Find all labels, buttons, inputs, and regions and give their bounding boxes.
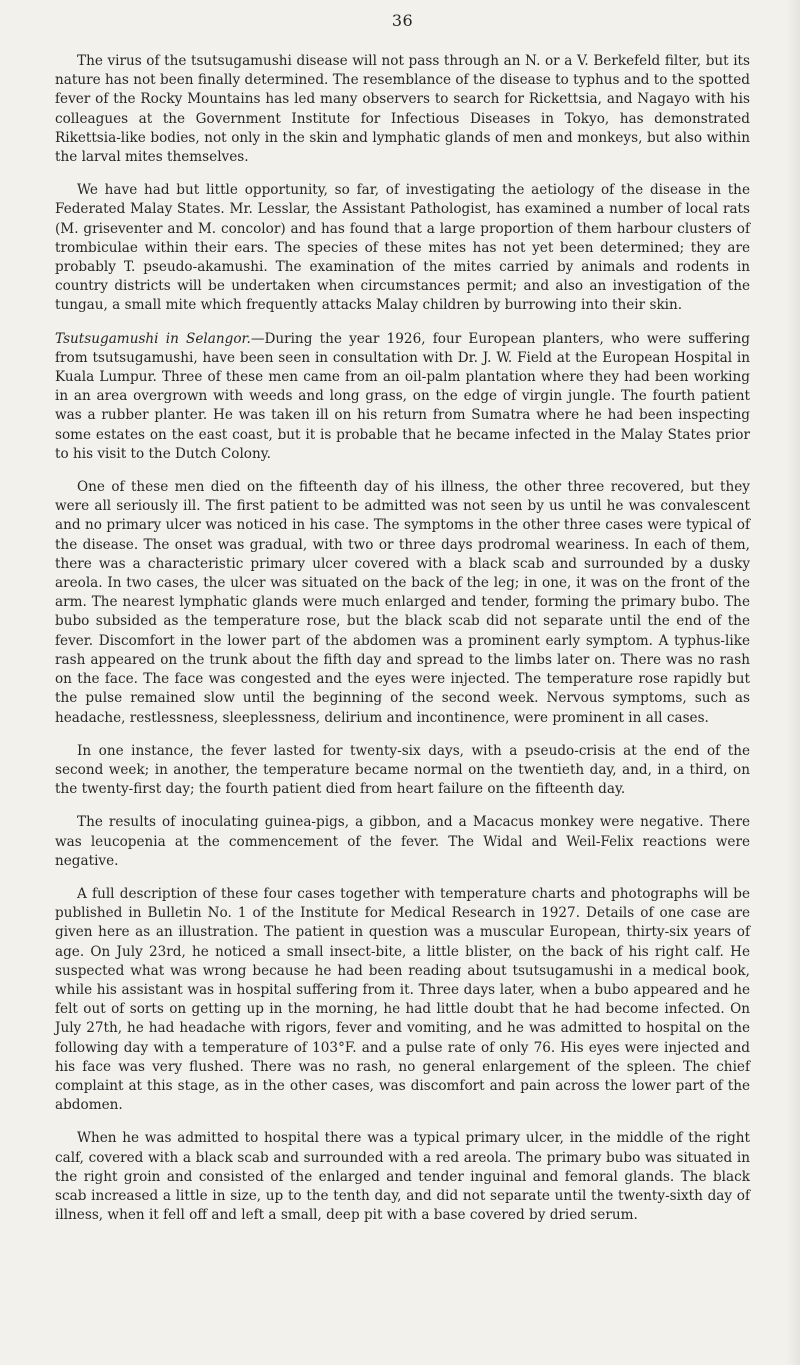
paragraph-aetiology: We have had but little opportunity, so far, of investigating the aetiology of the disease in the Federated Malay States. Mr. Lesslar, the Assistant Pathologist, has examined a number of local rats (M. griseventer and M. concolor) and has found that a large proportion of them harbour clusters of trombiculae within their ears. The species of these mites has not yet been determined; they are probably T. pseudo-akamushi. The examination of the mites carried by animals and rodents in country districts will be undertaken when circumstances permit; and also an investigation of the tungau, a small mite which frequently attacks Malay children by burrowing into their skin. <box>55 182 750 314</box>
paragraph-fever-duration: In one instance, the fever lasted for twenty-six days, with a pseudo-crisis at the end of the second week; in another, the temperature became normal on the twentieth day, and, in a third, on the twenty-first day; the fourth patient died from heart failure on the fifteenth day. <box>55 742 750 798</box>
paragraph-selangor <box>55 330 750 464</box>
paragraph-admission: When he was admitted to hospital there was a typical primary ulcer, in the middle of the right calf, covered with a black scab and surrounded with a red areola. The primary bubo was situated in the right groin and consisted of the enlarged and tender inguinal and femoral glands. The black scab increased a little in size, up to the tenth day, and did not separate until the twenty-sixth day of illness, when it fell off and left a small, deep pit with a base covered by dried serum. <box>55 1130 750 1224</box>
paragraph-virus: The virus of the tsutsugamushi disease will not pass through an N. or a V. Berkefeld filter, but its nature has not been finally determined. The resemblance of the disease to typhus and to the spotted fever of the Rocky Mountains has led many observers to search for Rickettsia, and Nagayo with his colleagues at the Government Institute for Infectious Diseases in Tokyo, has demonstrated Rikettsia-like bodies, not only in the skin and lymphatic glands of men and monkeys, but also within the larval mites themselves. <box>55 53 750 166</box>
paragraph-selangor-text: —During the year 1926, four European planters, who were suffering from tsutsugamushi, have been seen in consultation with Dr. J. W. Field at the European Hospital in Kuala Lumpur. Three of these men came from an oil-palm plantation where they had been working in an area overgrown with weeds and long grass, on the edge of virgin jungle. The fourth patient was a rubber planter. He was taken ill on his return from Sumatra where he had been inspecting some estates on the east coast, but it is probable that he became infected in the Malay States prior to his visit to the Dutch Colony. <box>55 330 750 462</box>
paragraph-inoculation: The results of inoculating guinea-pigs, a gibbon, and a Macacus monkey were negative. There was leucopenia at the commencement of the fever. The Widal and Weil-Felix reactions were negative. <box>55 814 750 869</box>
page-number: 36 <box>391 11 414 30</box>
body-text <box>55 52 750 1225</box>
paragraph-case-description: A full description of these four cases together with temperature charts and photographs will be published in Bulletin No. 1 of the Institute for Medical Research in 1927. Details of one case are given here as an illustration. The patient in question was a muscular European, thirty-six years of age. On July 23rd, he noticed a small insect-bite, a little blister, on the back of his right calf. He suspected what was wrong because he had been reading about tsutsugamushi in a medical book, while his assistant was in hospital suffering from it. Three days later, when a bubo appeared and he felt out of sorts on getting up in the morning, he had little doubt that he had become infected. On July 27th, he had headache with rigors, fever and vomiting, and he was admitted to hospital on the following day with a temperature of 103°F. and a pulse rate of only 76. His eyes were injected and his face was very flushed. There was no rash, no general enlargement of the spleen. The chief complaint at this stage, as in the other cases, was discomfort and pain across the lower part of the abdomen. <box>55 885 750 1114</box>
page-edge-shadow <box>786 0 800 1365</box>
section-lead-heading: Tsutsugamushi in Selangor. <box>55 330 251 347</box>
paragraph-symptoms: One of these men died on the fifteenth day of his illness, the other three recovered, but they were all seriously ill. The first patient to be admitted was not seen by us until he was convalescent and no primary ulcer was noticed in his case. The symptoms in the other three cases were typical of the disease. The onset was gradual, with two or three days prodromal weariness. In each of them, there was a characteristic primary ulcer covered with a black scab and surrounded by a dusky areola. In two cases, the ulcer was situated on the back of the leg; in one, it was on the front of the arm. The nearest lymphatic glands were much enlarged and tender, forming the primary bubo. The bubo subsided as the temperature rose, but the black scab did not separate until the end of the fever. Discomfort in the lower part of the abdomen was a prominent early symptom. A typhus-like rash appeared on the trunk about the fifth day and spread to the limbs later on. There was no rash on the face. The face was congested and the eyes were injected. The temperature rose rapidly but the pulse remained slow until the beginning of the second week. Nervous symptoms, such as headache, restlessness, sleeplessness, delirium and incontinence, were prominent in all cases. <box>55 479 750 726</box>
